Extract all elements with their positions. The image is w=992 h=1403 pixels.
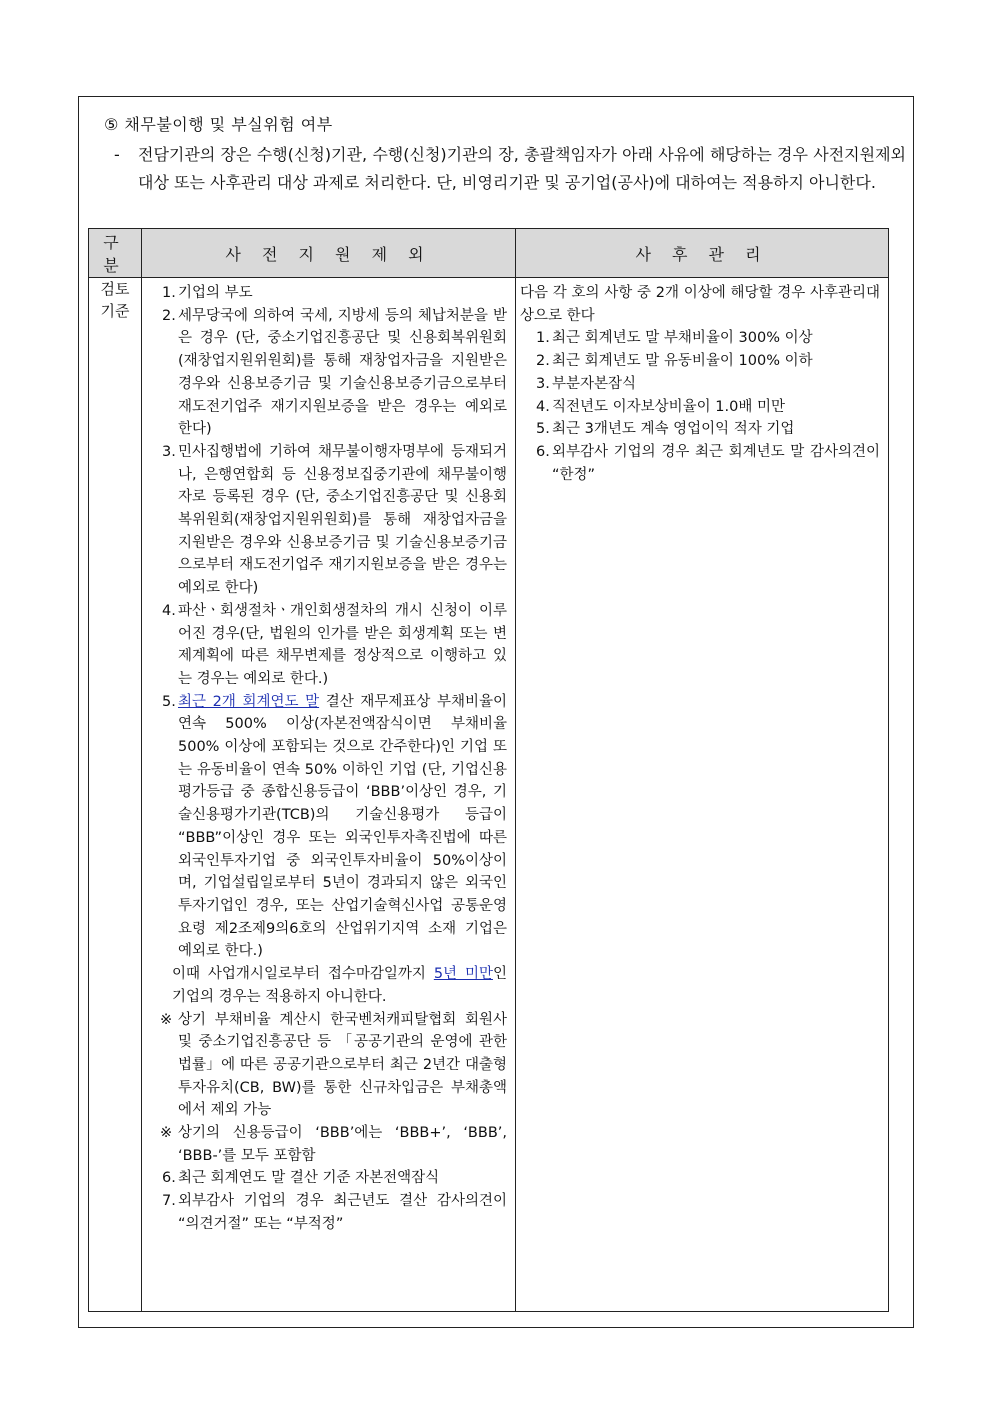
note-link[interactable]: 5년 미만	[433, 966, 493, 983]
note-text: 이때 사업개시일로부터 접수마감일까지	[172, 966, 434, 983]
header-exclusion: 사 전 지 원 제 외	[142, 229, 516, 278]
item-text: 최근 회계연도 말 결산 기준 자본전액잠식	[178, 1170, 440, 1187]
header-followup: 사 후 관 리	[516, 229, 889, 278]
item-number: 6.	[536, 443, 550, 460]
exclusion-item-1	[148, 282, 507, 305]
followup-item-6	[520, 441, 880, 486]
exclusion-item-2	[148, 305, 507, 441]
item-number: 6.	[162, 1170, 176, 1187]
item-text: 파산ㆍ회생절차ㆍ개인회생절차의 개시 신청이 이루어진 경우(단, 법원의 인가를 받은 회생계획 또는 변제계획에 따른 채무변제를 정상적으로 이행하고 있는 경우는 예외로 한다.)	[178, 602, 507, 687]
section-intro	[114, 141, 906, 197]
section-heading: ⑤ 채무불이행 및 부실위험 여부	[104, 115, 333, 134]
criteria-table	[88, 228, 889, 1312]
row-label-line1: 검토	[100, 280, 130, 298]
item-number: 3.	[536, 375, 550, 392]
item-number: 2.	[162, 307, 176, 324]
item-number: 2.	[536, 353, 550, 370]
reference-mark: ※	[160, 1125, 173, 1142]
item-text: 외부감사 기업의 경우 최근 회계년도 말 감사의견이 “한정”	[552, 443, 880, 483]
item-number: 5.	[162, 693, 176, 710]
item-number: 4.	[162, 602, 176, 619]
item-text: 최근 회계년도 말 유동비율이 100% 이하	[552, 353, 813, 370]
item-text: 민사집행법에 기하여 채무불이행자명부에 등재되거나, 은행연합회 등 신용정보집중기관에 채무불이행자로 등록된 경우 (단, 중소기업진흥공단 및 신용회복위원회(재창업지원위원회)를 통해 재창업자금을 지원받은 경우와 신용보증기금 및 기술신용보증기금으로부터 재도전기업주 재기지원보증을 받은 경우는 예외로 한다)	[178, 443, 507, 597]
item-number: 1.	[162, 285, 176, 301]
table-row	[89, 278, 889, 1312]
item-number: 7.	[162, 1193, 176, 1210]
exclusion-item-5	[148, 691, 507, 963]
item-text: 세무당국에 의하여 국세, 지방세 등의 체납처분을 받은 경우 (단, 중소기업진흥공단 및 신용회복위원회(재창업지원위원회)를 통해 재창업자금을 지원받은 경우와 신용보증기금 및 기술신용보증기금으로부터 재도전기업주 재기지원보증을 받은 경우는 예외로 한다)	[178, 307, 507, 438]
exclusion-item-4	[148, 600, 507, 691]
table-header-row	[89, 229, 889, 278]
note-text-end: 인 기업의 경우는 적용하지 아니한다.	[172, 966, 507, 1005]
followup-item-2	[520, 350, 880, 373]
exclusion-item-7	[148, 1190, 507, 1235]
item-text: 최근 3개년도 계속 영업이익 적자 기업	[552, 421, 795, 438]
item-number: 3.	[162, 443, 176, 460]
followup-cell	[516, 278, 889, 1312]
followup-item-5	[520, 418, 880, 441]
followup-item-1	[520, 327, 880, 350]
followup-item-4	[520, 396, 880, 419]
exclusion-item-3	[148, 441, 507, 600]
item-text: 직전년도 이자보상비율이 1.0배 미만	[552, 398, 785, 415]
intro-dash: -	[114, 145, 120, 164]
followup-item-3	[520, 373, 880, 396]
intro-text: 전담기관의 장은 수행(신청)기관, 수행(신청)기관의 장, 총괄책임자가 아래 사유에 해당하는 경우 사전지원제외 대상 또는 사후관리 대상 과제로 처리한다. 단, 비영리기관 및 공기업(공사)에 대하여는 적용하지 아니한다.	[138, 145, 906, 192]
item-text: 부분자본잠식	[552, 375, 637, 392]
item-text: 외부감사 기업의 경우 최근년도 결산 감사의견이 “의견거절” 또는 “부적정”	[178, 1193, 507, 1232]
item-text: 최근 회계년도 말 부채비율이 300% 이상	[552, 330, 813, 347]
reference-text: 상기의 신용등급이 ‘BBB’에는 ‘BBB+’, ‘BBB’, ‘BBB-’를 모두 포함함	[178, 1125, 507, 1164]
followup-intro: 다음 각 호의 사항 중 2개 이상에 해당할 경우 사후관리대상으로 한다	[520, 285, 880, 324]
item-text: 결산 재무제표상 부채비율이 연속 500% 이상(자본전액잠식이면 부채비율 500% 이상에 포함되는 것으로 간주한다)인 기업 또는 유동비율이 연속 50% 이하인 기업 (단, 기업신용평가등급 중 종합신용등급이 ‘BBB’이상인 경우, 기술신용평가기관(TCB)의 기술신용평가 등급이 “BBB”이상인 경우 또는 외국인투자촉진법에 따른 외국인투자기업 중 외국인투자비율이 50%이상이며, 기업설립일로부터 5년이 경과되지 않은 외국인투자기업인 경우, 또는 산업기술혁신사업 공통운영요령 제2조제9의6호의 산업위기지역 소재 기업은 예외로 한다.)	[178, 693, 507, 960]
exclusion-note	[148, 963, 507, 1008]
header-category: 구 분	[89, 229, 142, 278]
reference-note-1	[148, 1009, 507, 1123]
reference-text: 상기 부채비율 계산시 한국벤처캐피탈협회 회원사 및 중소기업진흥공단 등 「공공기관의 운영에 관한 법률」에 따른 공공기관으로부터 최근 2년간 대출형 투자유치(CB, BW)를 통한 신규차입금은 부채총액에서 제외 가능	[178, 1011, 507, 1119]
exclusion-item-6	[148, 1167, 507, 1190]
row-label-line2: 기준	[100, 302, 130, 320]
reference-mark: ※	[160, 1011, 173, 1028]
row-label	[89, 278, 142, 1312]
exclusion-cell	[142, 278, 516, 1312]
item-link[interactable]: 최근 2개 회계연도 말	[178, 693, 320, 710]
item-text: 기업의 부도	[178, 285, 253, 301]
item-number: 4.	[536, 398, 550, 415]
item-number: 5.	[536, 421, 550, 438]
reference-note-2	[148, 1122, 507, 1167]
item-number: 1.	[536, 330, 550, 347]
